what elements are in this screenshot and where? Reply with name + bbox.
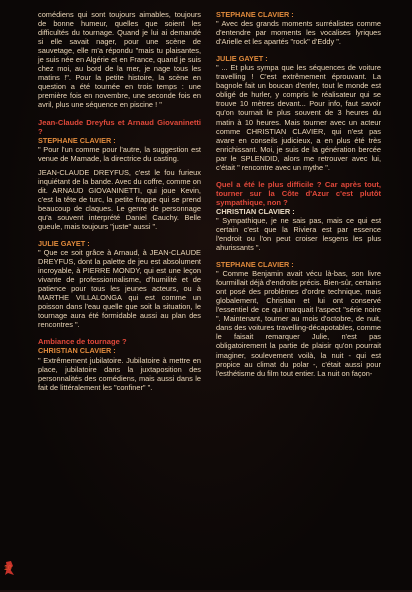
- speaker-stephane-clavier: STEPHANE CLAVIER :: [216, 10, 294, 19]
- left-paragraph-1: comédiens qui sont toujours aimables, toujours de bonne humeur, quelles que soient les difficultés du tournage. Quand je lui ai demandé si elle savait nager, pour une scène de sauvetage, elle m'a répondu "mais tu plaisantes, je suis née en Algérie et en France, quand je suis chez moi, au bord de la mer, je nage tous les matins !". Pour la petite histoire, la scène en question a été tournée en trois temps : une première fois en novembre, une seconde fois en avril, plus une séquence en piscine ! ": [38, 10, 201, 110]
- speaker-christian-clavier: CHRISTIAN CLAVIER :: [38, 346, 116, 356]
- right-paragraph-1: " Avec des grands moments surréalistes comme d'entendre par moments les vocalises lyriques d'Arielle et les apartés "rock" d'Eddy ".: [216, 19, 381, 47]
- left-paragraph-5: " Extrêmement jubilatoire. Jubilatoire à mettre en place, jubilatoire dans la juxtaposition des personnalités des comédiens, mais aussi dans le fait de littéralement les "confiner" ".: [38, 355, 201, 392]
- left-paragraph-3: JEAN-CLAUDE DREYFUS, c'est le fou furieux inquiétant de la bande. Avec du coffre, comme on dit. ARNAUD GIOVANINETTI, qui joue Kevin, c'est la tête de turc, la petite frappe qui se prend beaucoup de claques. Le genre de personnage qu'a souvent interprété Daniel Cauchy. Belle gueule, mais toujours "juste" aussi ".: [38, 167, 201, 231]
- speaker-christian-clavier: CHRISTIAN CLAVIER :: [216, 206, 295, 216]
- question-ambiance: Ambiance de tournage ?: [38, 337, 127, 347]
- page-number: 10: [4, 565, 12, 572]
- left-paragraph-4: " Que ce soit grâce à Arnaud, à JEAN-CLAUDE DREYFUS, dont la palette de jeu est absolument incroyable, à PIERRE MONDY, qui est une leçon vivante de professionnalisme, d'humilité et de patience pour tous les jeunes acteurs, ou à MARTHE VILLALONGA qui est comme un poisson dans l'eau quelle que soit la situation, le tournage aura été formidable aussi au plan des rencontres ".: [38, 248, 201, 330]
- left-paragraph-2: " Pour l'un comme pour l'autre, la suggestion est venue de Mamade, la directrice du casting.: [38, 144, 201, 163]
- speaker-stephane-clavier: STEPHANE CLAVIER :: [38, 135, 116, 145]
- right-column: [216, 10, 381, 386]
- right-paragraph-2: " ... Et plus sympa que les séquences de voiture travelling ! C'est extrêmement éprouvant. La bagnole fait un boucan d'enfer, tout le monde est obligé de hurler, y compris le réalisateur qui se trouve 10 mètres devant... Pour info, faut savoir qu'on tournait le plus souvent de 3 heures du matin à 10 heures. Mais tourner avec un acteur comme CHRISTIAN CLAVIER, qui n'est pas avare en conseils judicieux, a en plus été très enrichissant. Moi, je suis de la génération bercée par le SPLENDID, alors me retrouver avec lui, c'était " rencontre avec un mythe ".: [216, 63, 381, 172]
- question-dreyfus-giovaninetti: Jean-Claude Dreyfus et Arnaud Giovaninetti ?: [38, 117, 201, 136]
- right-paragraph-3: " Sympathique, je ne sais pas, mais ce qui est certain c'est que la Riviera est par essence l'endroit ou l'on peut croiser lesgens les plus ahurissants ".: [216, 215, 381, 252]
- speaker-julie-gayet: JULIE GAYET :: [216, 54, 268, 64]
- left-column: [38, 10, 201, 400]
- speaker-julie-gayet: JULIE GAYET :: [38, 238, 90, 248]
- speaker-stephane-clavier: STEPHANE CLAVIER :: [216, 260, 294, 270]
- question-plus-difficile: Quel a été le plus difficile ? Car après tout, tourner sur la Côte d'Azur c'est plutôt sympathique, non ?: [216, 179, 381, 207]
- right-paragraph-4: " Comme Benjamin avait vécu là-bas, son livre fourmillait déjà d'endroits précis. Bien-sûr, certains ont posé des problèmes d'ordre technique, mais globalement, Christian et lui ont conservé l'essentiel de ce qui marquait l'aspect "série noire ". Maintenant, tourner au mois d'octobre, de nuit, dans des voitures travelling-décapotables, comme le faisait remarquer Julie, n'est pas obligatoirement la partie de plaisir qu'on pourrait imaginer, soulevement voilà, la nuit - qui est propice au climat du polar -, c'était aussi pour l'esthétisme du film tout entier. La nuit on façon-: [216, 269, 381, 378]
